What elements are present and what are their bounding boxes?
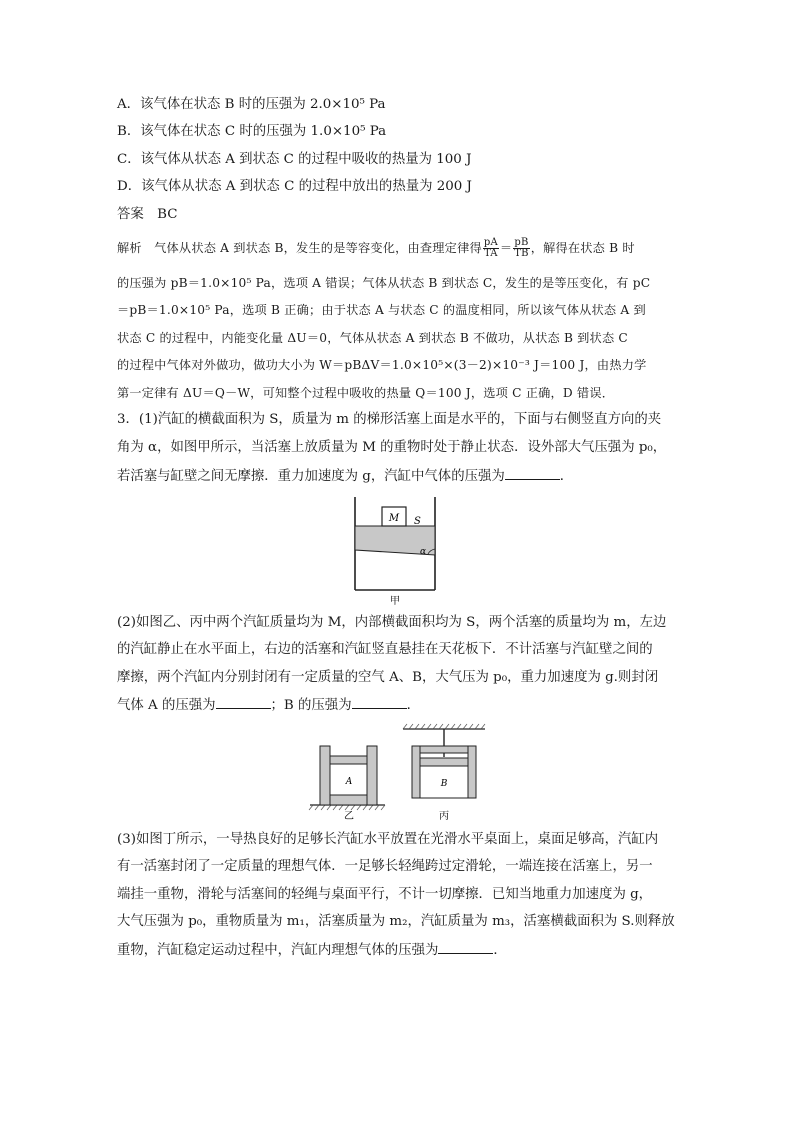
figure-yi-bing <box>305 722 490 822</box>
q3-line-2: 角为 α，如图甲所示，当活塞上放质量为 M 的重物时处于静止状态．设外部大气压强为 p₀， <box>117 440 667 455</box>
q3-part2-line-3: 摩擦，两个汽缸内分别封闭有一定质量的空气 A、B，大气压为 p₀，重力加速度为 g.则封闭 <box>117 670 659 685</box>
q3-part3-line-5 <box>117 941 507 960</box>
option-a: A．该气体在状态 B 时的压强为 2.0×10⁵ Pa <box>117 97 386 112</box>
analysis-line-6: 第一定律有 ΔU＝Q－W，可知整个过程中吸收的热量 Q＝100 J，选项 C 正确，D 错误． <box>117 386 615 400</box>
analysis-line-2: 的压强为 pB＝1.0×10⁵ Pa，选项 A 错误；气体从状态 B 到状态 C，发生的是等压变化，有 pC <box>117 276 651 290</box>
analysis-line-3: ＝pB＝1.0×10⁵ Pa，选项 B 正确；由于状态 A 与状态 C 的温度相同，所以该气体从状态 A 到 <box>117 303 646 317</box>
answer-blank <box>505 467 560 480</box>
q3-line-3 <box>117 467 573 486</box>
caption-yi: 乙 <box>344 811 354 822</box>
equals-sign: ＝ <box>499 241 513 255</box>
fraction-denominator: TA <box>483 248 498 259</box>
q3-part2-text-c: ． <box>406 698 420 713</box>
label-a: A <box>345 777 353 787</box>
option-b: B．该气体在状态 C 时的压强为 1.0×10⁵ Pa <box>117 124 387 139</box>
answer-blank-a <box>216 696 271 709</box>
option-d: D．该气体从状态 A 到状态 C 的过程中放出的热量为 200 J <box>117 179 472 194</box>
q3-part3-end: ． <box>493 943 507 958</box>
q3-line-1: 3．(1)汽缸的横截面积为 S，质量为 m 的梯形活塞上面是水平的，下面与右侧竖直方向的夹 <box>117 412 662 427</box>
q3-part3-line-4: 大气压强为 p₀，重物质量为 m₁，活塞质量为 m₂，汽缸质量为 m₃，活塞横截面积为 S.则释放 <box>117 914 675 929</box>
fraction-pa-ta <box>483 238 499 259</box>
label-alpha: α <box>420 547 427 557</box>
option-c: C．该气体从状态 A 到状态 C 的过程中吸收的热量为 100 J <box>117 152 472 167</box>
q3-part2-text-b: ；B 的压强为 <box>270 698 352 713</box>
caption-bing: 丙 <box>439 811 449 822</box>
caption-jia: 甲 <box>390 596 400 607</box>
q3-line-3-text: 若活塞与缸壁之间无摩擦．重力加速度为 g，汽缸中气体的压强为 <box>117 469 505 484</box>
q3-part3-line-2: 有一活塞封闭了一定质量的理想气体．一足够长轻绳跨过定滑轮，一端连接在活塞上，另一 <box>117 859 653 874</box>
analysis-line-1-end: ，解得在状态 B 时 <box>530 241 635 255</box>
q3-part2-line-2: 的汽缸静止在水平面上，右边的活塞和汽缸竖直悬挂在天花板下．不计活塞与汽缸壁之间的 <box>117 642 653 657</box>
q3-part3-line-1: (3)如图丁所示，一导热良好的足够长汽缸水平放置在光滑水平桌面上，桌面足够高，汽缸内 <box>117 832 659 847</box>
fraction-pb-tb <box>513 238 529 259</box>
analysis-line-5: 的过程中气体对外做功，做功大小为 W＝pBΔV＝1.0×10⁵×(3－2)×10⁻³ J＝100 J，由热力学 <box>117 358 647 372</box>
q3-part3-text: 重物，汽缸稳定运动过程中，汽缸内理想气体的压强为 <box>117 943 439 958</box>
figure-jia <box>340 492 460 607</box>
fraction-numerator: pA <box>483 237 498 248</box>
q3-part2-line-1: (2)如图乙、丙中两个汽缸质量均为 M，内部横截面积均为 S，两个活塞的质量均为 m，左边 <box>117 615 667 630</box>
answer-blank-b <box>352 696 407 709</box>
answer: 答案 BC <box>117 207 178 222</box>
fraction-denominator: TB <box>514 248 529 259</box>
q3-line-3-end: ． <box>559 469 574 484</box>
label-s: S <box>414 516 421 527</box>
analysis-line-1 <box>117 238 635 259</box>
answer-blank-c <box>438 941 493 954</box>
q3-part3-line-3: 端挂一重物，滑轮与活塞间的轻绳与桌面平行，不计一切摩擦．已知当地重力加速度为 g， <box>117 887 653 902</box>
analysis-line-4: 状态 C 的过程中，内能变化量 ΔU＝0，气体从状态 A 到状态 B 不做功，从状态 B 到状态 C <box>117 331 628 345</box>
label-b: B <box>440 779 448 789</box>
q3-part2-line-4 <box>117 696 420 715</box>
fraction-numerator: pB <box>514 237 529 248</box>
analysis-line-1-start: 解析 气体从状态 A 到状态 B，发生的是等容变化，由查理定律得 <box>117 241 482 255</box>
q3-part2-text-a: 气体 A 的压强为 <box>117 698 216 713</box>
label-m: M <box>388 513 400 524</box>
